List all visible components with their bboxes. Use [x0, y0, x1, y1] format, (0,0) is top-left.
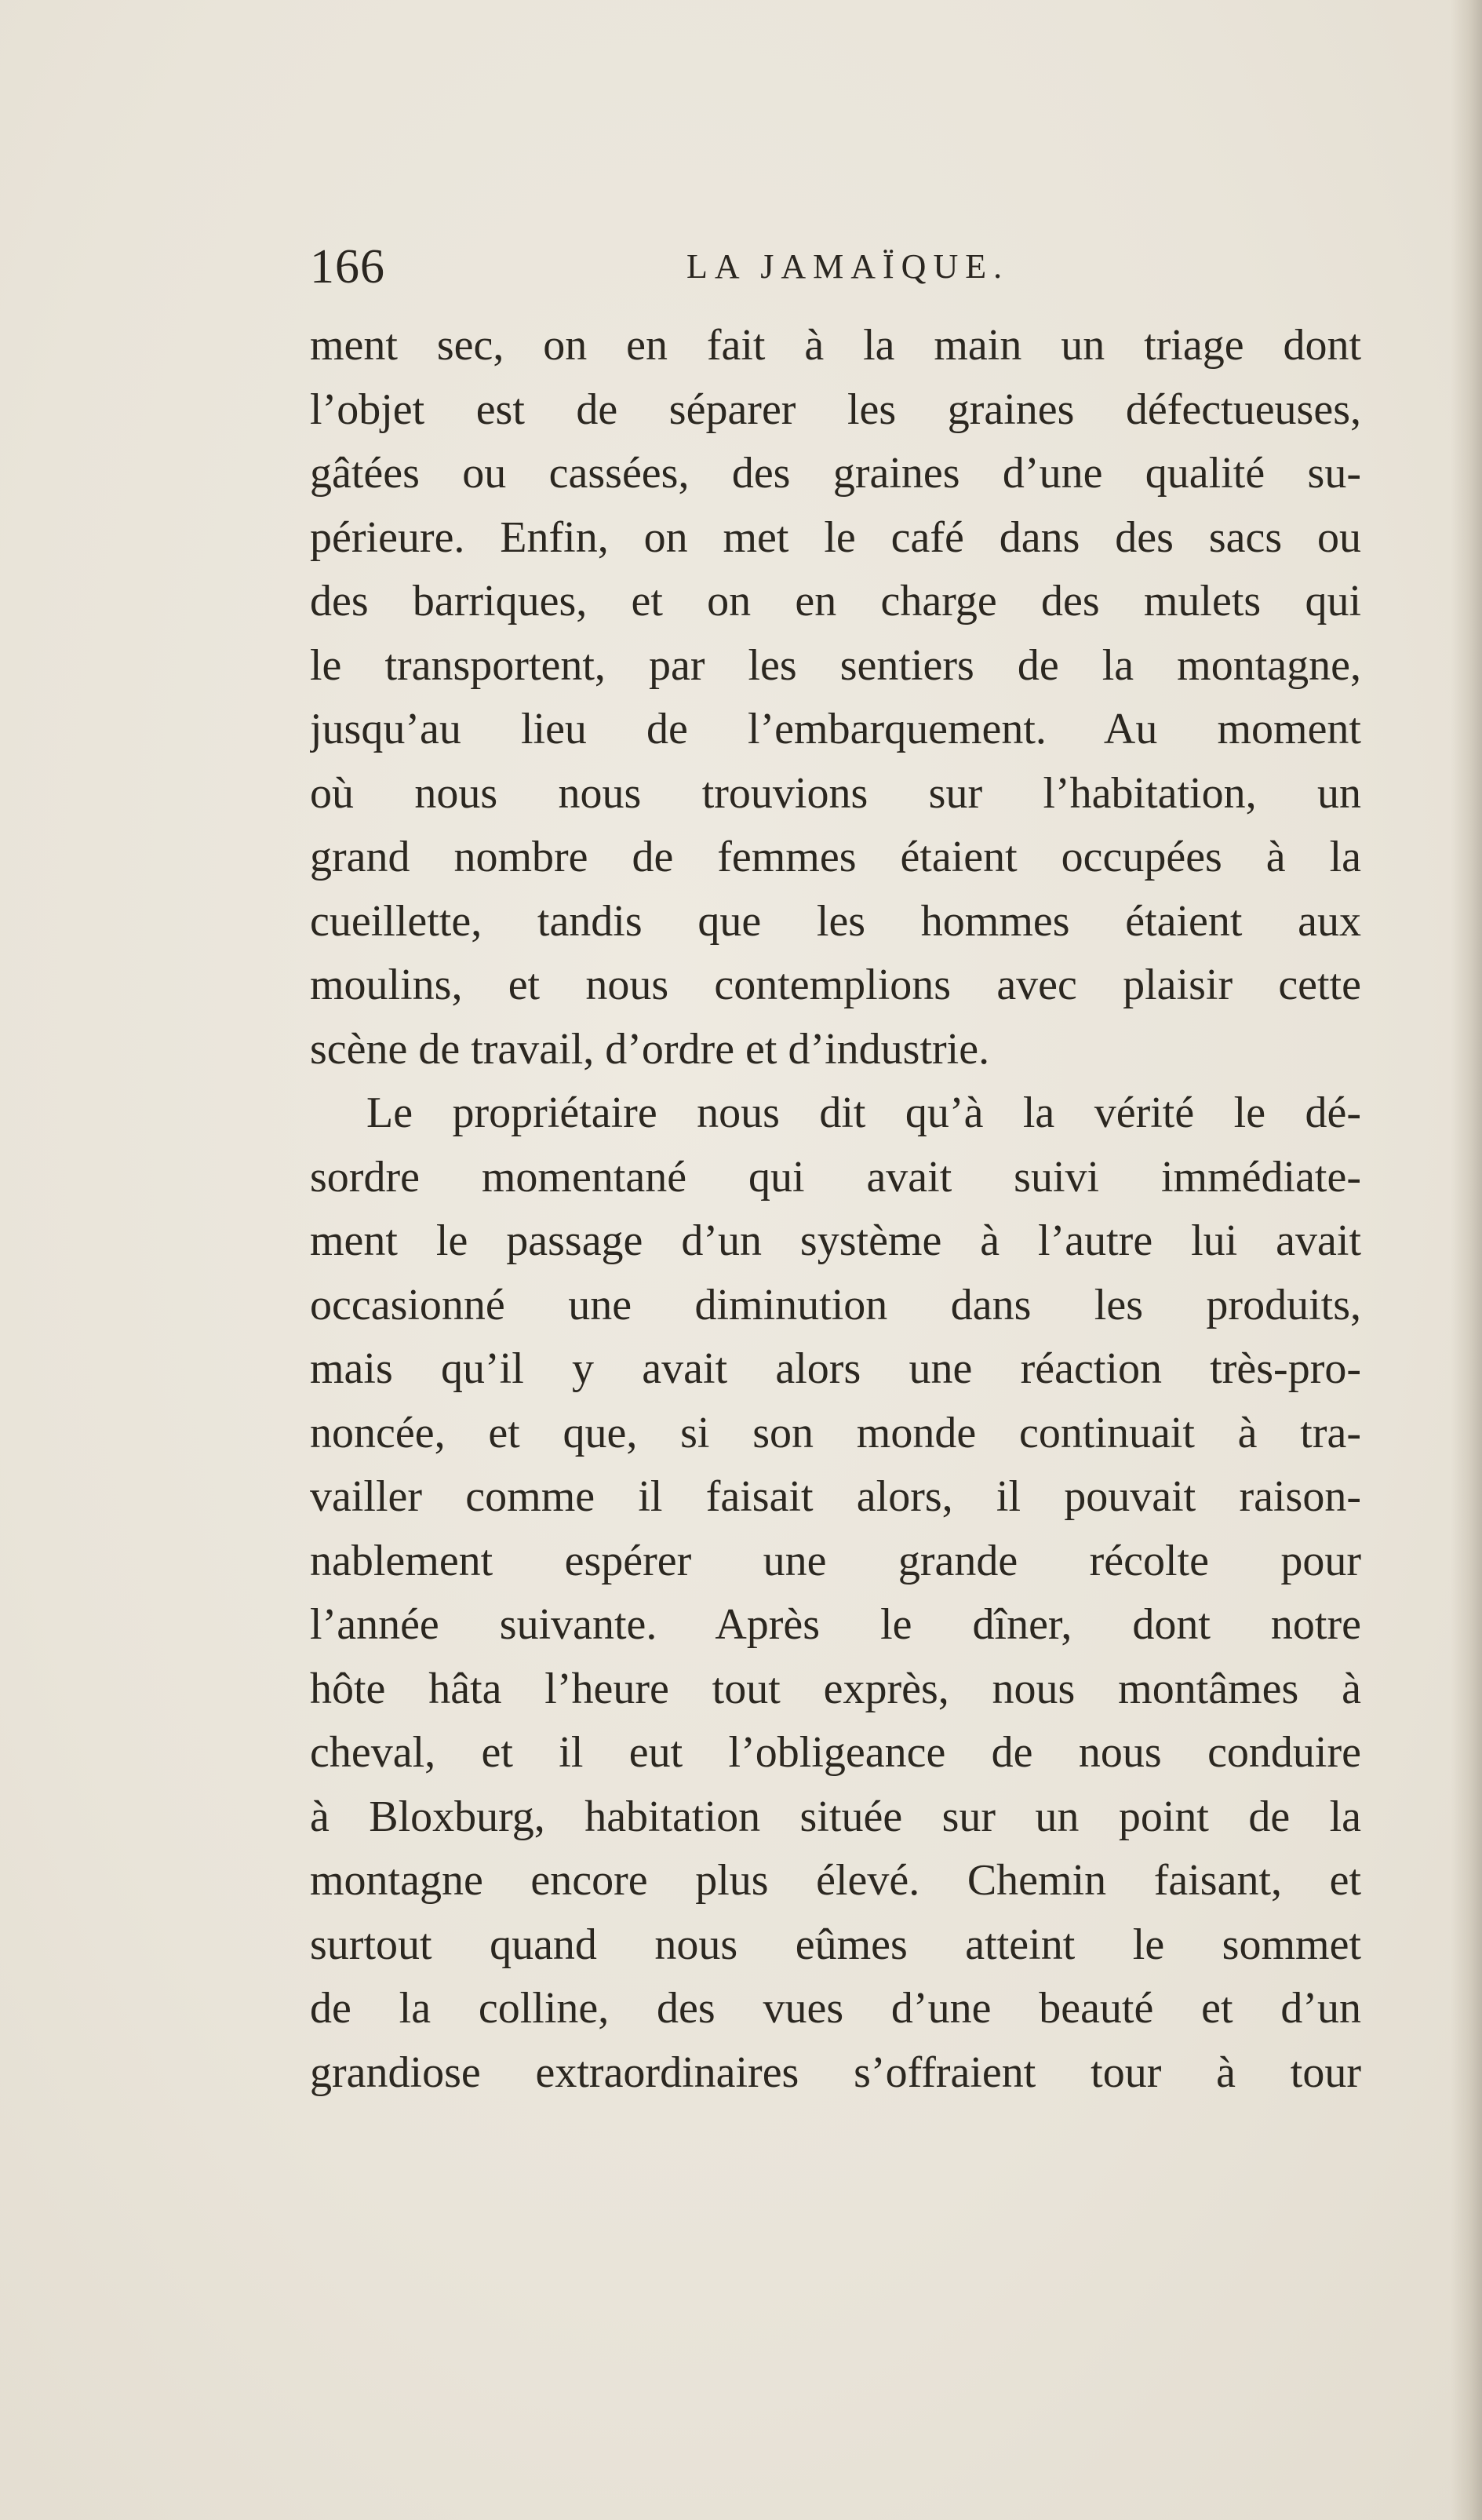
- text-line: le transportent, par les sentiers de la montagne,: [310, 640, 1361, 690]
- body-text: [310, 314, 1361, 2105]
- text-line: des barriques, et on en charge des mulets qui: [310, 577, 1361, 625]
- text-line: ment le passage d’un système à l’autre lui avait: [310, 1216, 1361, 1265]
- text-line: grandiose extraordinaires s’offraient tour à tour: [310, 2048, 1361, 2097]
- text-line: où nous nous trouvions sur l’habitation, un: [310, 768, 1361, 818]
- text-line: jusqu’au lieu de l’embarquement. Au moment: [310, 705, 1361, 753]
- text-line: noncée, et que, si son monde continuait à tra-: [310, 1408, 1361, 1457]
- text-line: sordre momentané qui avait suivi immédiate-: [310, 1152, 1361, 1202]
- text-line: à Bloxburg, habitation située sur un point de la: [310, 1792, 1361, 1841]
- page-edge-shadow: [1451, 0, 1482, 2520]
- paragraph-start-line: Le propriétaire nous dit qu’à la vérité le dé-: [366, 1089, 1361, 1137]
- text-line: surtout quand nous eûmes atteint le sommet: [310, 1920, 1361, 1969]
- text-line: grand nombre de femmes étaient occupées à la: [310, 833, 1361, 881]
- text-line: montagne encore plus élevé. Chemin faisant, et: [310, 1856, 1361, 1905]
- text-line: vailler comme il faisait alors, il pouvait raison-: [310, 1472, 1361, 1521]
- page-header: [310, 235, 1361, 298]
- page-number: 166: [310, 240, 385, 294]
- text-line: cheval, et il eut l’obligeance de nous conduire: [310, 1728, 1361, 1777]
- text-line: de la colline, des vues d’une beauté et d’un: [310, 1984, 1361, 2033]
- text-line: mais qu’il y avait alors une réaction très-pro-: [310, 1344, 1361, 1393]
- text-line: cueillette, tandis que les hommes étaient aux: [310, 896, 1361, 946]
- text-line: nablement espérer une grande récolte pour: [310, 1536, 1361, 1585]
- paragraph-end-line: scène de travail, d’ordre et d’industrie.: [310, 1024, 990, 1074]
- text-line: gâtées ou cassées, des graines d’une qualité su-: [310, 449, 1361, 498]
- text-line: hôte hâta l’heure tout exprès, nous montâmes à: [310, 1664, 1361, 1713]
- text-line: occasionné une diminution dans les produits,: [310, 1280, 1361, 1329]
- text-line: l’année suivante. Après le dîner, dont notre: [310, 1600, 1361, 1649]
- text-line: l’objet est de séparer les graines défectueuses,: [310, 385, 1361, 434]
- running-title: LA JAMAÏQUE.: [686, 247, 1010, 286]
- text-line: moulins, et nous contemplions avec plaisir cette: [310, 961, 1361, 1009]
- text-line: périeure. Enfin, on met le café dans des sacs ou: [310, 512, 1361, 562]
- text-line: ment sec, on en fait à la main un triage dont: [310, 321, 1361, 370]
